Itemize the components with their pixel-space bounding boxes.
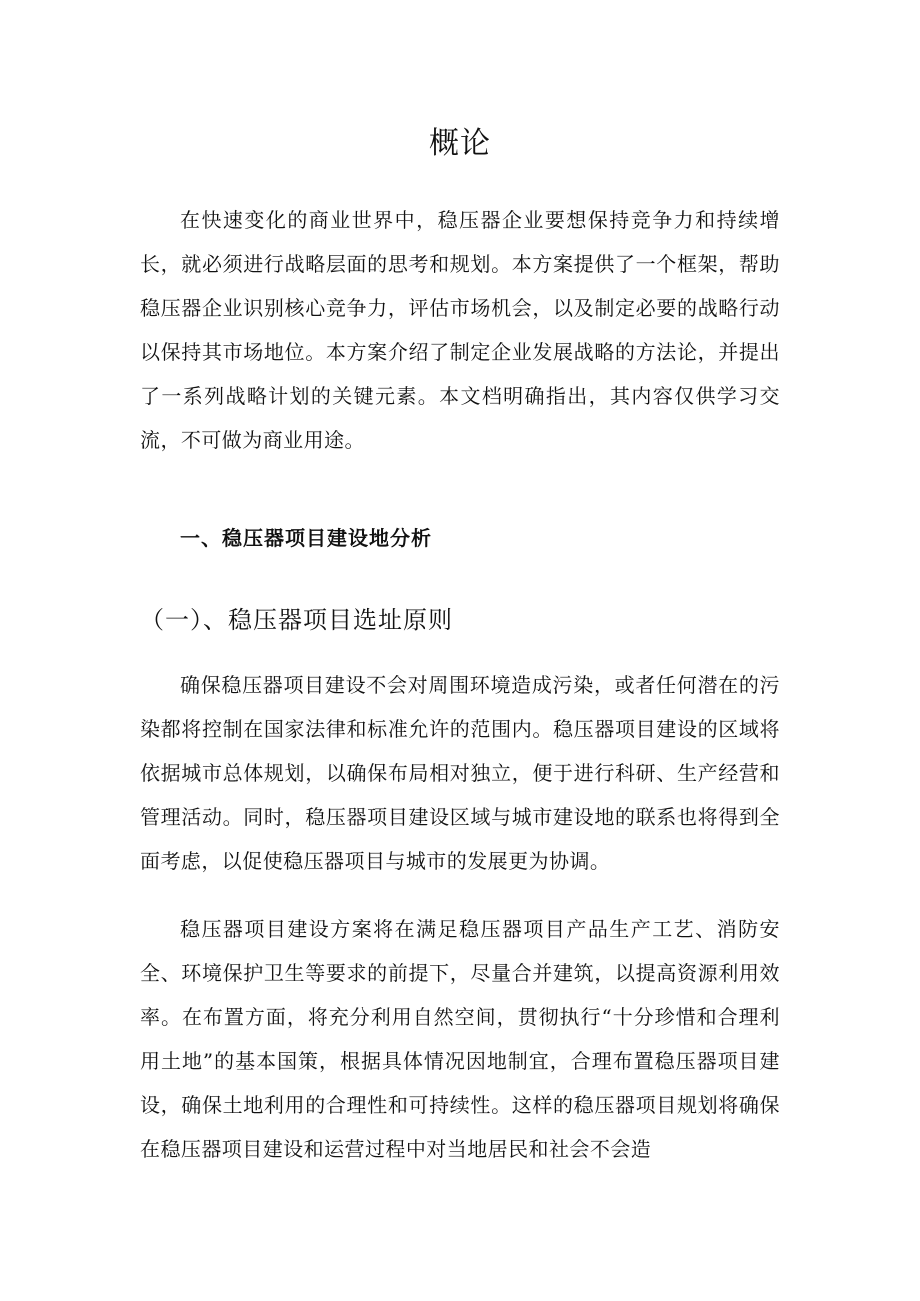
subsection-heading: （一）、稳压器项目选址原则 [140,606,453,634]
intro-paragraph: 在快速变化的商业世界中，稳压器企业要想保持竞争力和持续增长，就必须进行战略层面的思考和规划。本方案提供了一个框架，帮助稳压器企业识别核心竞争力，评估市场机会，以及制定必要的战略行动以保持其市场地位。本方案介绍了制定企业发展战略的方法论，并提出了一系列战略计划的关键元素。本文档明确指出，其内容仅供学习交流，不可做为商业用途。 [140,208,780,452]
section-heading: 一、稳压器项目建设地分析 [180,526,432,550]
body-paragraph: 稳压器项目建设方案将在满足稳压器项目产品生产工艺、消防安全、环境保护卫生等要求的前提下，尽量合并建筑，以提高资源利用效率。在布置方面，将充分利用自然空间，贯彻执行“十分珍惜和合理利用土地”的基本国策，根据具体情况因地制宜，合理布置稳压器项目建设，确保土地利用的合理性和可持续性。这样的稳压器项目规划将确保在稳压器项目建设和运营过程中对当地居民和社会不会造 [140,917,780,1161]
body-paragraph: 确保稳压器项目建设不会对周围环境造成污染，或者任何潜在的污染都将控制在国家法律和标准允许的范围内。稳压器项目建设的区域将依据城市总体规划，以确保布局相对独立，便于进行科研、生产经营和管理活动。同时，稳压器项目建设区域与城市建设地的联系也将得到全面考虑，以促使稳压器项目与城市的发展更为协调。 [140,673,780,873]
document-title: 概论 [429,126,491,161]
